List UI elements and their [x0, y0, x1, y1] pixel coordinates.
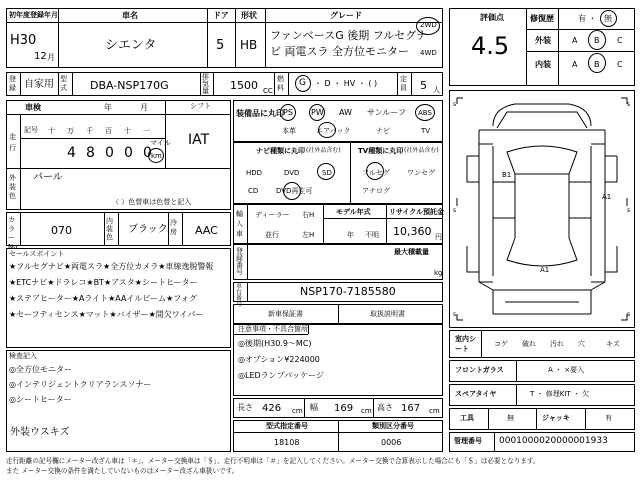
- mgmt-label: 管理番号: [454, 437, 482, 445]
- equip-tv: TV: [421, 127, 431, 135]
- equip-navi: ナビ: [376, 127, 390, 135]
- person-unit: 人: [433, 86, 440, 94]
- model-year-unknown: 不明: [365, 231, 379, 239]
- navi-hdd: HDD: [246, 169, 263, 177]
- warranty-new: 新車保証書: [268, 310, 303, 318]
- tv-type-sub: (社外品含む): [404, 147, 439, 154]
- room-seat-item: 汚れ: [550, 340, 564, 348]
- notes-line: ◎LEDランプパッケージ: [238, 371, 324, 380]
- inspector-label: 検査記入: [9, 352, 37, 360]
- displacement-label: 排気量: [202, 73, 209, 95]
- ac-label: 冷房: [170, 219, 177, 236]
- first-reg-month: 12: [34, 51, 47, 62]
- damage-a1-side: A1: [602, 193, 612, 201]
- repair-none: 無: [604, 14, 612, 23]
- inspection-year: 年: [104, 103, 112, 112]
- mileage-unit-km: km: [151, 152, 162, 160]
- jack-label: ジャッキ: [542, 414, 570, 422]
- height-label: 高さ: [377, 403, 393, 412]
- notes-label: 注意事項・不具合箇所: [238, 325, 308, 333]
- inspection-label: 車検: [25, 103, 41, 112]
- mileage-digit: 4: [67, 145, 76, 161]
- svg-text:s: s: [453, 311, 457, 318]
- navi-cd: CD: [248, 187, 259, 195]
- grade-label: グレード: [330, 11, 362, 20]
- equip-airbag: エアバック: [316, 127, 351, 135]
- tools-value: 無: [507, 414, 514, 422]
- recycle-label: リサイクル預託金: [389, 208, 445, 216]
- cargo-unit: kg: [434, 269, 443, 277]
- svg-text:s: s: [453, 207, 457, 214]
- equip-aw: AW: [339, 108, 352, 117]
- import-parallel: 並行: [265, 231, 279, 239]
- car-name-label: 車名: [122, 11, 138, 20]
- equipment-block: [233, 100, 443, 142]
- mileage-label: 走行: [9, 133, 16, 152]
- ac-value: AAC: [195, 224, 218, 237]
- first-reg-year: H30: [10, 33, 37, 48]
- sales-point-line: ★ステアヒーター★Aライト★AAイルビーム★フォグ: [9, 294, 197, 303]
- mgmt-value: 0001000020000001933: [499, 436, 608, 446]
- height-value: 167: [401, 403, 421, 414]
- room-seat-label: 室内シート: [455, 335, 476, 353]
- exterior-grade-c: C: [617, 36, 623, 45]
- tv-fullseg: フルセグ: [362, 169, 390, 177]
- svg-text:s: s: [453, 101, 457, 108]
- type-value: DBA-NSP170G: [90, 79, 169, 92]
- type-label: 型式: [60, 75, 67, 92]
- score-value: 4.5: [471, 32, 510, 60]
- door-count: 5: [216, 38, 225, 53]
- length-unit: cm: [292, 407, 303, 415]
- drive-4wd: 4WD: [420, 49, 437, 57]
- tv-oneseg: ワンセグ: [407, 169, 435, 177]
- room-seat-item: 穴: [578, 340, 585, 348]
- spare-options: T ・ 修理KIT ・ 欠: [530, 390, 590, 398]
- repair-label: 修復歴: [530, 14, 554, 23]
- recycle-unit: 円: [435, 233, 442, 241]
- exterior-grade-a: A: [572, 36, 578, 45]
- interior-grade-b: B: [594, 60, 600, 69]
- navi-dvd: DVD: [284, 169, 300, 177]
- tv-analog: アナログ: [362, 187, 390, 195]
- svg-text:s: s: [627, 207, 631, 214]
- interior-color-value: ブラック: [128, 224, 168, 235]
- equip-leather: 本革: [282, 127, 296, 135]
- sales-point-line: ★セーフティセンス★マット★バイザー★間欠ワイパー: [9, 310, 204, 319]
- grade-line1: ファンベースG 後期 フルセグナ: [270, 29, 428, 42]
- notes-line: ◎後期(H30.9～MC): [238, 339, 312, 348]
- room-seat-item: 破れ: [522, 340, 536, 348]
- designation-value: 18108: [274, 438, 300, 447]
- reg-number-label: 登録番号: [236, 247, 243, 276]
- drive-2wd: 2WD: [420, 21, 437, 29]
- length-value: 426: [262, 403, 282, 414]
- inspector-exterior: 外装ウスキズ: [10, 427, 70, 438]
- svg-text:s: s: [627, 311, 631, 318]
- shape-value: HB: [240, 38, 258, 52]
- color-no-value: 070: [51, 224, 72, 237]
- mileage-place-label: 十: [48, 127, 55, 135]
- inspector-line: ◎シートヒーター: [9, 395, 72, 404]
- width-label: 幅: [310, 403, 318, 412]
- fuel-g: G: [299, 78, 306, 88]
- inspector-line: ◎全方位モニター: [9, 365, 72, 374]
- import-dealer: ディーラー: [255, 211, 290, 219]
- warranty-manual: 取扱説明書: [370, 310, 405, 318]
- interior-grade-a: A: [572, 60, 578, 69]
- exterior-grade-b: B: [594, 36, 600, 45]
- mileage-digit: 0: [105, 145, 114, 161]
- exterior-color-label: 外装色: [9, 174, 16, 200]
- score-label: 評価点: [480, 13, 504, 22]
- width-value: 169: [334, 403, 354, 414]
- tools-label: 工具: [460, 414, 474, 422]
- navi-type-label: ナビ種類に丸印: [256, 147, 305, 155]
- shift-label: シフト: [190, 102, 211, 110]
- mileage-digit: 0: [143, 145, 152, 161]
- equip-ps: PS: [283, 108, 293, 117]
- model-year-year: 年: [347, 231, 354, 239]
- month-unit: 月: [47, 53, 55, 62]
- spare-label: スペアタイヤ: [455, 390, 497, 398]
- shift-value: IAT: [188, 132, 210, 148]
- navi-sd: SD: [322, 169, 332, 177]
- jack-value: 有: [605, 414, 612, 422]
- footer-line1: 走行距離の記号欄にメーター改ざん車は「＊」、メーター交換車は「＄」、走行不明車は「＃」を記入してください。メーター交換で合算表示した場合にも「＄」は必要となります。: [6, 457, 540, 465]
- mileage-place-label: 百: [105, 127, 112, 135]
- footer-line2: また メーター交換の条件を満たしていないものはメーター改ざん車扱いです。: [6, 467, 239, 475]
- recycle-value: 10,360: [393, 225, 432, 238]
- mileage-place-label: 万: [67, 127, 74, 135]
- model-year-label: モデル年式: [336, 208, 371, 216]
- car-damage-diagram: [449, 90, 635, 328]
- fuel-label: 燃料: [277, 75, 284, 92]
- mileage-unit-mile: マイル: [150, 139, 171, 147]
- car-name: シエンタ: [105, 38, 157, 53]
- interior-grade-label: 内装: [535, 60, 551, 69]
- room-seat-item: キズ: [606, 340, 620, 348]
- svg-text:s: s: [627, 101, 631, 108]
- length-label: 長さ: [237, 403, 253, 412]
- exterior-grade-label: 外装: [535, 36, 551, 45]
- interior-grade-c: C: [617, 60, 623, 69]
- import-label: 輸入車: [236, 210, 243, 238]
- front-glass-label: フロントガラス: [455, 366, 504, 374]
- room-seat-item: コゲ: [494, 340, 508, 348]
- equipment-label: 装備品に丸印: [236, 109, 284, 118]
- capacity-label: 定員: [400, 75, 407, 92]
- cc-unit: CC: [263, 87, 273, 95]
- interior-color-label: 内装色: [106, 217, 113, 241]
- height-unit: cm: [429, 407, 440, 415]
- inspection-month: 月: [140, 103, 148, 112]
- front-glass-options: A ・ ×要入: [548, 366, 585, 374]
- mileage-place-label: 十: [124, 127, 131, 135]
- door-label: ドア: [213, 11, 229, 20]
- first-reg-label: 初年度登録年月: [9, 11, 58, 19]
- equip-pw: PW: [311, 108, 324, 117]
- grade-line2: ビ 両電スラ 全方位モニター: [270, 45, 409, 58]
- class-label: 類別区分番号: [372, 422, 414, 430]
- exterior-color-value: パール: [33, 172, 63, 183]
- sales-point-line: ★ETCナビ★ドラレコ★BT★アスタ★シートヒーター: [9, 278, 198, 287]
- mileage-digit: 8: [86, 145, 95, 161]
- chassis-label: 車台番号: [236, 283, 243, 308]
- reg-number-side-label: 登 録: [9, 75, 16, 92]
- chassis-value: NSP170-7185580: [300, 285, 396, 298]
- import-right: 右H: [302, 211, 315, 219]
- sales-point-label: セールスポイント: [9, 250, 65, 258]
- private-use: 自家用: [24, 79, 54, 90]
- equip-abs: ABS: [418, 109, 432, 117]
- mileage-place-label: 一: [143, 127, 150, 135]
- damage-b1: B1: [502, 171, 512, 179]
- tv-type-label: TV種類に丸印: [358, 147, 404, 155]
- mileage-digit: 0: [124, 145, 133, 161]
- mileage-first-label: 記号: [24, 126, 38, 134]
- import-left: 左H: [302, 231, 315, 239]
- mileage-block: [6, 100, 231, 210]
- repair-options: 有 ・: [578, 14, 597, 23]
- inspector-line: ◎インテリジェントクリアランスソナー: [9, 380, 152, 389]
- exterior-color-note: （ ）色替車は色替と記入: [112, 198, 192, 206]
- designation-label: 型式指定番号: [266, 422, 308, 430]
- fuel-options: ・ D ・ HV ・ ( ): [314, 79, 378, 88]
- mileage-place-label: 千: [86, 127, 93, 135]
- displacement-value: 1500: [230, 79, 258, 92]
- damage-a1-bottom: A1: [540, 266, 550, 274]
- sales-point-line: ★フルセグナビ★両電スラ★全方位カメラ★車線逸脱警報: [9, 262, 214, 271]
- navi-type-sub: (社外品含む): [306, 147, 341, 154]
- width-unit: cm: [361, 407, 372, 415]
- class-value: 0006: [381, 438, 402, 447]
- notes-line: ◎オプション¥224000: [238, 355, 320, 364]
- color-no-label: カラーNo.: [8, 216, 20, 251]
- shape-label: 形状: [241, 11, 257, 20]
- equip-sunroof: サンルーフ: [367, 108, 406, 117]
- navi-dvd-play: DVD再生可: [276, 187, 313, 195]
- capacity-value: 5: [420, 79, 427, 92]
- cargo-label: 最大積載量: [394, 248, 429, 256]
